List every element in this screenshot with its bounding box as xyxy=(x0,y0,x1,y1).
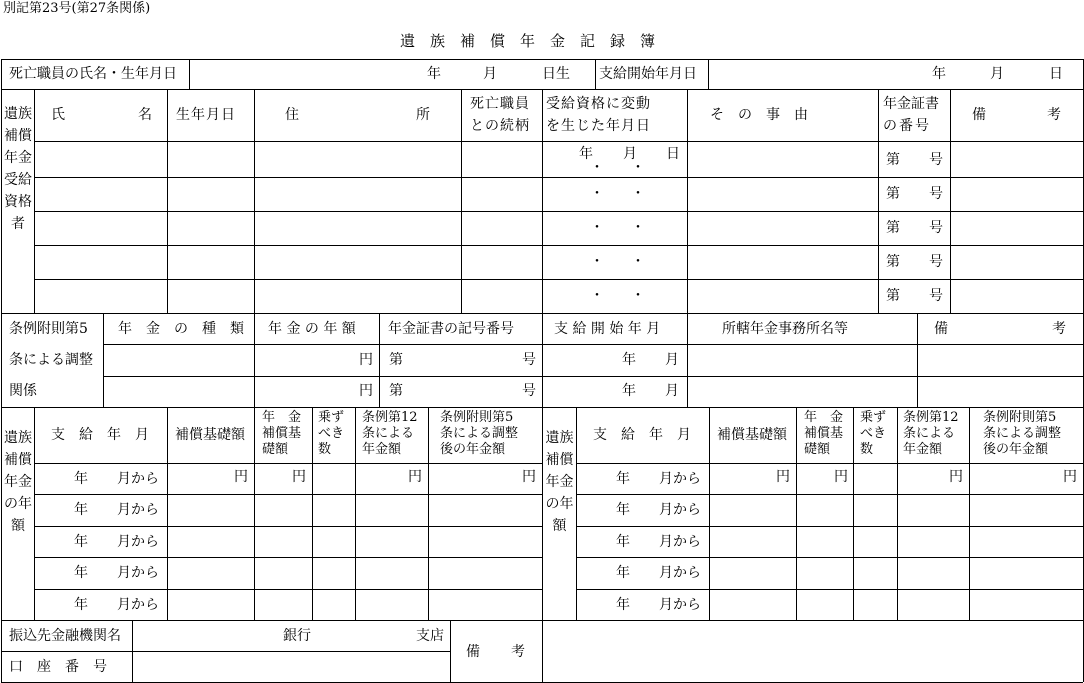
year-unit: 年 xyxy=(932,66,946,82)
cert-dai-label: 第 xyxy=(886,254,900,270)
col-base-amount-label: 補償基礎額 xyxy=(175,427,245,443)
year-unit: 年 xyxy=(616,597,630,613)
cert-dai-label: 第 xyxy=(886,152,900,168)
yen-unit: 円 xyxy=(292,469,306,485)
date-separator: ・ xyxy=(590,220,604,236)
adjust-side-label: 条例附則第5 xyxy=(9,321,88,337)
month-from-unit: 月から xyxy=(659,502,701,518)
date-separator: ・ xyxy=(590,288,604,304)
col-pension-base-label: 礎額 xyxy=(804,442,831,457)
col-change-date-label: 受給資格に変動 xyxy=(546,96,651,112)
col-reason-label: そ の 事 由 xyxy=(710,107,808,123)
year-unit: 年 xyxy=(74,471,88,487)
year-unit: 年 xyxy=(616,534,630,550)
col-ordinance12-label: 年金額 xyxy=(362,442,402,457)
cert-gou-label: 号 xyxy=(522,352,536,368)
year-unit: 年 xyxy=(427,66,441,82)
month-unit: 月 xyxy=(990,66,1004,82)
col-adjusted-label: 条例附則第5 xyxy=(983,410,1057,425)
col-pension-base-label: 年 金 xyxy=(804,410,844,425)
cert-dai-label: 第 xyxy=(389,352,403,368)
col-remarks-label: 備 xyxy=(972,107,986,123)
col-ordinance12-label: 条例第12 xyxy=(903,410,959,425)
month-unit: 月 xyxy=(483,66,497,82)
col-remarks-label: 備 xyxy=(934,321,948,337)
col-adjusted-label: 条による調整 xyxy=(440,426,519,441)
amounts-side-label: 遺族補償年金の年額 xyxy=(545,430,574,534)
date-separator: ・ xyxy=(590,254,604,270)
col-adjusted-label: 後の年金額 xyxy=(983,442,1049,457)
month-unit: 月 xyxy=(665,352,679,368)
month-from-unit: 月から xyxy=(117,471,159,487)
col-period-label: 支 給 年 月 xyxy=(593,427,691,443)
month-from-unit: 月から xyxy=(117,502,159,518)
col-remarks-label: 考 xyxy=(1052,321,1066,337)
month-from-unit: 月から xyxy=(117,565,159,581)
yen-unit: 円 xyxy=(834,469,848,485)
year-unit: 年 xyxy=(74,597,88,613)
month-from-unit: 月から xyxy=(659,534,701,550)
month-from-unit: 月から xyxy=(659,565,701,581)
cert-gou-label: 号 xyxy=(929,152,943,168)
adjust-side-label: 関係 xyxy=(9,383,37,399)
page-title: 遺 族 補 償 年 金 記 録 簿 xyxy=(400,32,656,50)
col-pension-base-label: 補償基 xyxy=(804,426,844,441)
deceased-name-label: 死亡職員の氏名・生年月日 xyxy=(9,66,177,82)
col-ordinance12-label: 条例第12 xyxy=(362,410,418,425)
col-base-amount-label: 補償基礎額 xyxy=(717,427,787,443)
year-unit: 年 xyxy=(74,502,88,518)
col-name-label: 氏 xyxy=(51,107,65,123)
col-ordinance12-label: 条による xyxy=(362,426,415,441)
col-adjusted-label: 条による調整 xyxy=(983,426,1062,441)
year-unit: 年 xyxy=(616,471,630,487)
month-from-unit: 月から xyxy=(117,534,159,550)
year-unit: 年 xyxy=(74,534,88,550)
col-multiplier-label: 乗ず xyxy=(860,410,887,425)
start-date-label: 支給開始年月日 xyxy=(599,66,697,82)
col-office-label: 所轄年金事務所名等 xyxy=(722,321,848,337)
day-unit: 日 xyxy=(666,146,680,162)
yen-unit: 円 xyxy=(776,469,790,485)
year-unit: 年 xyxy=(616,502,630,518)
col-change-date-label: を生じた年月日 xyxy=(546,118,651,134)
col-pension-base-label: 礎額 xyxy=(262,442,289,457)
cert-dai-label: 第 xyxy=(886,220,900,236)
col-cert-number-label: の番号 xyxy=(883,118,931,134)
yen-unit: 円 xyxy=(1063,469,1077,485)
col-adjusted-label: 後の年金額 xyxy=(440,442,506,457)
date-separator: ・ xyxy=(590,160,604,176)
col-start-month-label: 支 給 開 始 年 月 xyxy=(554,321,661,337)
day-unit: 日 xyxy=(1049,66,1063,82)
month-unit: 月 xyxy=(623,146,637,162)
yen-unit: 円 xyxy=(522,469,536,485)
month-from-unit: 月から xyxy=(659,471,701,487)
col-pension-base-label: 年 金 xyxy=(262,410,302,425)
col-pension-base-label: 補償基 xyxy=(262,426,302,441)
col-birthdate-label: 生年月日 xyxy=(176,107,236,123)
year-unit: 年 xyxy=(622,383,636,399)
cert-dai-label: 第 xyxy=(886,288,900,304)
date-separator: ・ xyxy=(631,288,645,304)
bank-name-label: 振込先金融機関名 xyxy=(9,628,121,644)
yen-unit: 円 xyxy=(234,469,248,485)
bank-word: 銀行 xyxy=(283,628,311,644)
form-number-label: 別記第23号(第27条関係) xyxy=(3,1,151,16)
year-unit: 年 xyxy=(622,352,636,368)
adjust-side-label: 条による調整 xyxy=(9,352,93,368)
col-pension-amount-label: 年 金 の 年 額 xyxy=(268,321,356,337)
col-relation-label: との続柄 xyxy=(470,118,530,134)
account-number-label: 口 座 番 号 xyxy=(9,659,107,675)
yen-unit: 円 xyxy=(949,469,963,485)
col-ordinance12-label: 条による xyxy=(903,426,956,441)
cert-gou-label: 号 xyxy=(929,220,943,236)
date-separator: ・ xyxy=(590,186,604,202)
col-cert-symbol-label: 年金証書の記号番号 xyxy=(388,321,514,337)
yen-unit: 円 xyxy=(359,383,373,399)
yen-unit: 円 xyxy=(359,352,373,368)
col-cert-number-label: 年金証書 xyxy=(883,96,939,112)
col-period-label: 支 給 年 月 xyxy=(51,427,149,443)
cert-dai-label: 第 xyxy=(389,383,403,399)
recipients-side-label: 遺族補償年金受給資格者 xyxy=(4,106,32,232)
day-born-unit: 日生 xyxy=(542,66,570,82)
date-separator: ・ xyxy=(631,186,645,202)
cert-gou-label: 号 xyxy=(522,383,536,399)
amounts-side-label: 遺族補償年金の年額 xyxy=(4,430,32,534)
col-multiplier-label: 数 xyxy=(318,442,332,457)
col-adjusted-label: 条例附則第5 xyxy=(440,410,514,425)
cert-dai-label: 第 xyxy=(886,186,900,202)
year-unit: 年 xyxy=(74,565,88,581)
month-unit: 月 xyxy=(665,383,679,399)
col-address-label: 所 xyxy=(416,107,430,123)
col-multiplier-label: べき xyxy=(318,426,345,441)
col-multiplier-label: べき xyxy=(860,426,887,441)
yen-unit: 円 xyxy=(408,469,422,485)
cert-gou-label: 号 xyxy=(929,186,943,202)
year-unit: 年 xyxy=(616,565,630,581)
col-remarks-label: 考 xyxy=(1047,107,1061,123)
col-pension-type-label: 年 金 の 種 類 xyxy=(118,321,244,337)
bank-remarks-label: 考 xyxy=(511,644,525,660)
col-multiplier-label: 数 xyxy=(860,442,874,457)
date-separator: ・ xyxy=(631,160,645,176)
col-relation-label: 死亡職員 xyxy=(470,96,530,112)
date-separator: ・ xyxy=(631,254,645,270)
col-ordinance12-label: 年金額 xyxy=(903,442,943,457)
date-separator: ・ xyxy=(631,220,645,236)
year-unit: 年 xyxy=(579,146,593,162)
bank-remarks-label: 備 xyxy=(466,644,480,660)
cert-gou-label: 号 xyxy=(929,254,943,270)
month-from-unit: 月から xyxy=(659,597,701,613)
col-name-label: 名 xyxy=(138,107,152,123)
col-multiplier-label: 乗ず xyxy=(318,410,345,425)
cert-gou-label: 号 xyxy=(929,288,943,304)
col-address-label: 住 xyxy=(285,107,299,123)
month-from-unit: 月から xyxy=(117,597,159,613)
branch-word: 支店 xyxy=(416,628,444,644)
